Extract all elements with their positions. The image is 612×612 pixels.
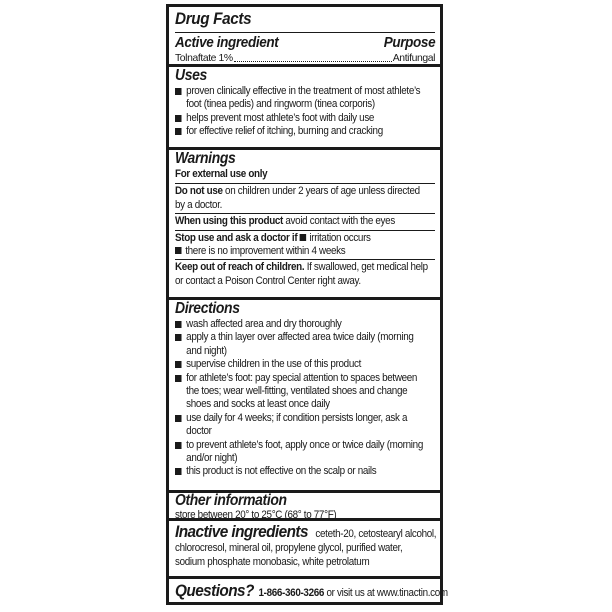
list-item	[175, 318, 435, 331]
list-item-text: foot (tinea pedis) and ringworm (tinea corporis)	[186, 98, 375, 111]
when-using-label: When using this product	[175, 215, 283, 228]
list-item	[175, 125, 435, 138]
bullet-icon	[175, 442, 182, 449]
do-not-use-label: Do not use	[175, 185, 223, 198]
questions-heading: Questions?	[175, 582, 254, 600]
list-item	[175, 412, 435, 439]
drug-facts-label	[166, 4, 448, 605]
bullet-icon	[175, 375, 182, 382]
list-item	[175, 372, 435, 412]
list-item-text: this product is not effective on the scalp or nails	[186, 465, 377, 478]
when-using-block	[175, 214, 435, 229]
bullet-icon	[175, 88, 182, 95]
uses-section	[169, 64, 440, 147]
active-ingredient-heading: Active ingredient	[175, 34, 279, 51]
title-divider	[175, 32, 435, 33]
inactive-ingredients-text-3: sodium phosphate monobasic, white petrolatum	[175, 556, 370, 568]
questions-phone: 1-866-360-3266	[258, 587, 325, 599]
inactive-ingredients-text-2: chlorocresol, mineral oil, propylene glycol, purified water,	[175, 542, 403, 554]
active-ingredient-name: Tolnaftate 1%	[175, 53, 233, 64]
do-not-use-text-2: by a doctor.	[175, 198, 223, 211]
list-item-text: use daily for 4 weeks; if condition persists longer, ask a	[186, 411, 408, 424]
bullet-icon	[300, 234, 307, 241]
list-item-text: shoes and socks at least once daily	[186, 398, 330, 411]
list-item	[175, 112, 435, 125]
dot-leader	[234, 52, 392, 62]
list-item-text: supervise children in the use of this product	[186, 358, 361, 371]
list-item-text: the toes; wear well-fitting, ventilated shoes and change	[186, 385, 408, 398]
drug-facts-title: Drug Facts	[175, 9, 252, 28]
list-item	[175, 331, 435, 358]
bullet-icon	[175, 128, 182, 135]
other-information-section	[169, 490, 440, 521]
bullet-icon	[175, 415, 182, 422]
uses-list	[175, 85, 435, 139]
list-item-text: for athlete’s foot: pay special attention to spaces between	[186, 371, 418, 384]
list-item	[175, 358, 435, 371]
keep-out-text: If swallowed, get medical help	[304, 261, 428, 274]
stop-use-item: there is no improvement within 4 weeks	[185, 245, 346, 258]
when-using-text: avoid contact with the eyes	[282, 215, 395, 228]
list-item	[175, 85, 435, 112]
other-information-heading: Other information	[175, 492, 287, 509]
purpose-heading: Purpose	[383, 34, 435, 51]
list-item-text: helps prevent most athlete’s foot with daily use	[186, 111, 375, 124]
bullet-icon	[175, 247, 182, 254]
list-item	[175, 465, 435, 478]
inactive-ingredients-section	[169, 518, 440, 576]
stop-use-block	[175, 231, 435, 260]
list-item-text: proven clinically effective in the treatment of most athlete’s	[186, 85, 421, 97]
keep-out-text-2: or contact a Poison Control Center right away.	[175, 274, 361, 287]
bullet-icon	[175, 361, 182, 368]
list-item	[175, 439, 435, 466]
do-not-use-text: on children under 2 years of age unless directed	[222, 185, 420, 198]
list-item-text: apply a thin layer over affected area twice daily (morning	[186, 331, 414, 344]
bullet-icon	[175, 321, 182, 328]
keep-out-label: Keep out of reach of children.	[175, 261, 305, 274]
header-section	[169, 7, 440, 64]
bullet-icon	[175, 115, 182, 122]
bullet-icon	[175, 334, 182, 341]
list-item-text: doctor	[186, 425, 212, 438]
uses-heading: Uses	[175, 67, 207, 84]
stop-use-label: Stop use and ask a doctor if	[175, 231, 298, 244]
questions-text: or visit us at www.tinactin.com	[324, 587, 448, 599]
list-item-text: and/or night)	[186, 452, 238, 465]
do-not-use-block	[175, 184, 435, 213]
warnings-heading: Warnings	[175, 150, 236, 167]
questions-section	[169, 576, 448, 602]
list-item-text: for effective relief of itching, burning and cracking	[186, 125, 383, 138]
inactive-ingredients-heading: Inactive ingredients	[175, 523, 308, 541]
inactive-ingredients-text-1: ceteth-20, cetostearyl alcohol,	[315, 528, 437, 540]
list-item-text: to prevent athlete’s foot, apply once or twice daily (morning	[186, 438, 423, 451]
list-item-text: and night)	[186, 344, 227, 357]
list-item-text: wash affected area and dry thoroughly	[186, 318, 342, 330]
stop-use-item: irritation occurs	[309, 231, 371, 244]
storage-text: store between 20° to 25°C (68° to 77°F)	[175, 509, 337, 521]
directions-section	[169, 297, 440, 490]
external-use-only: For external use only	[175, 168, 268, 180]
bullet-icon	[175, 468, 182, 475]
directions-list	[175, 318, 435, 479]
active-ingredient-purpose: Antifungal	[392, 53, 435, 64]
warnings-section	[169, 147, 440, 297]
keep-out-block	[175, 260, 435, 288]
directions-heading: Directions	[175, 300, 240, 317]
